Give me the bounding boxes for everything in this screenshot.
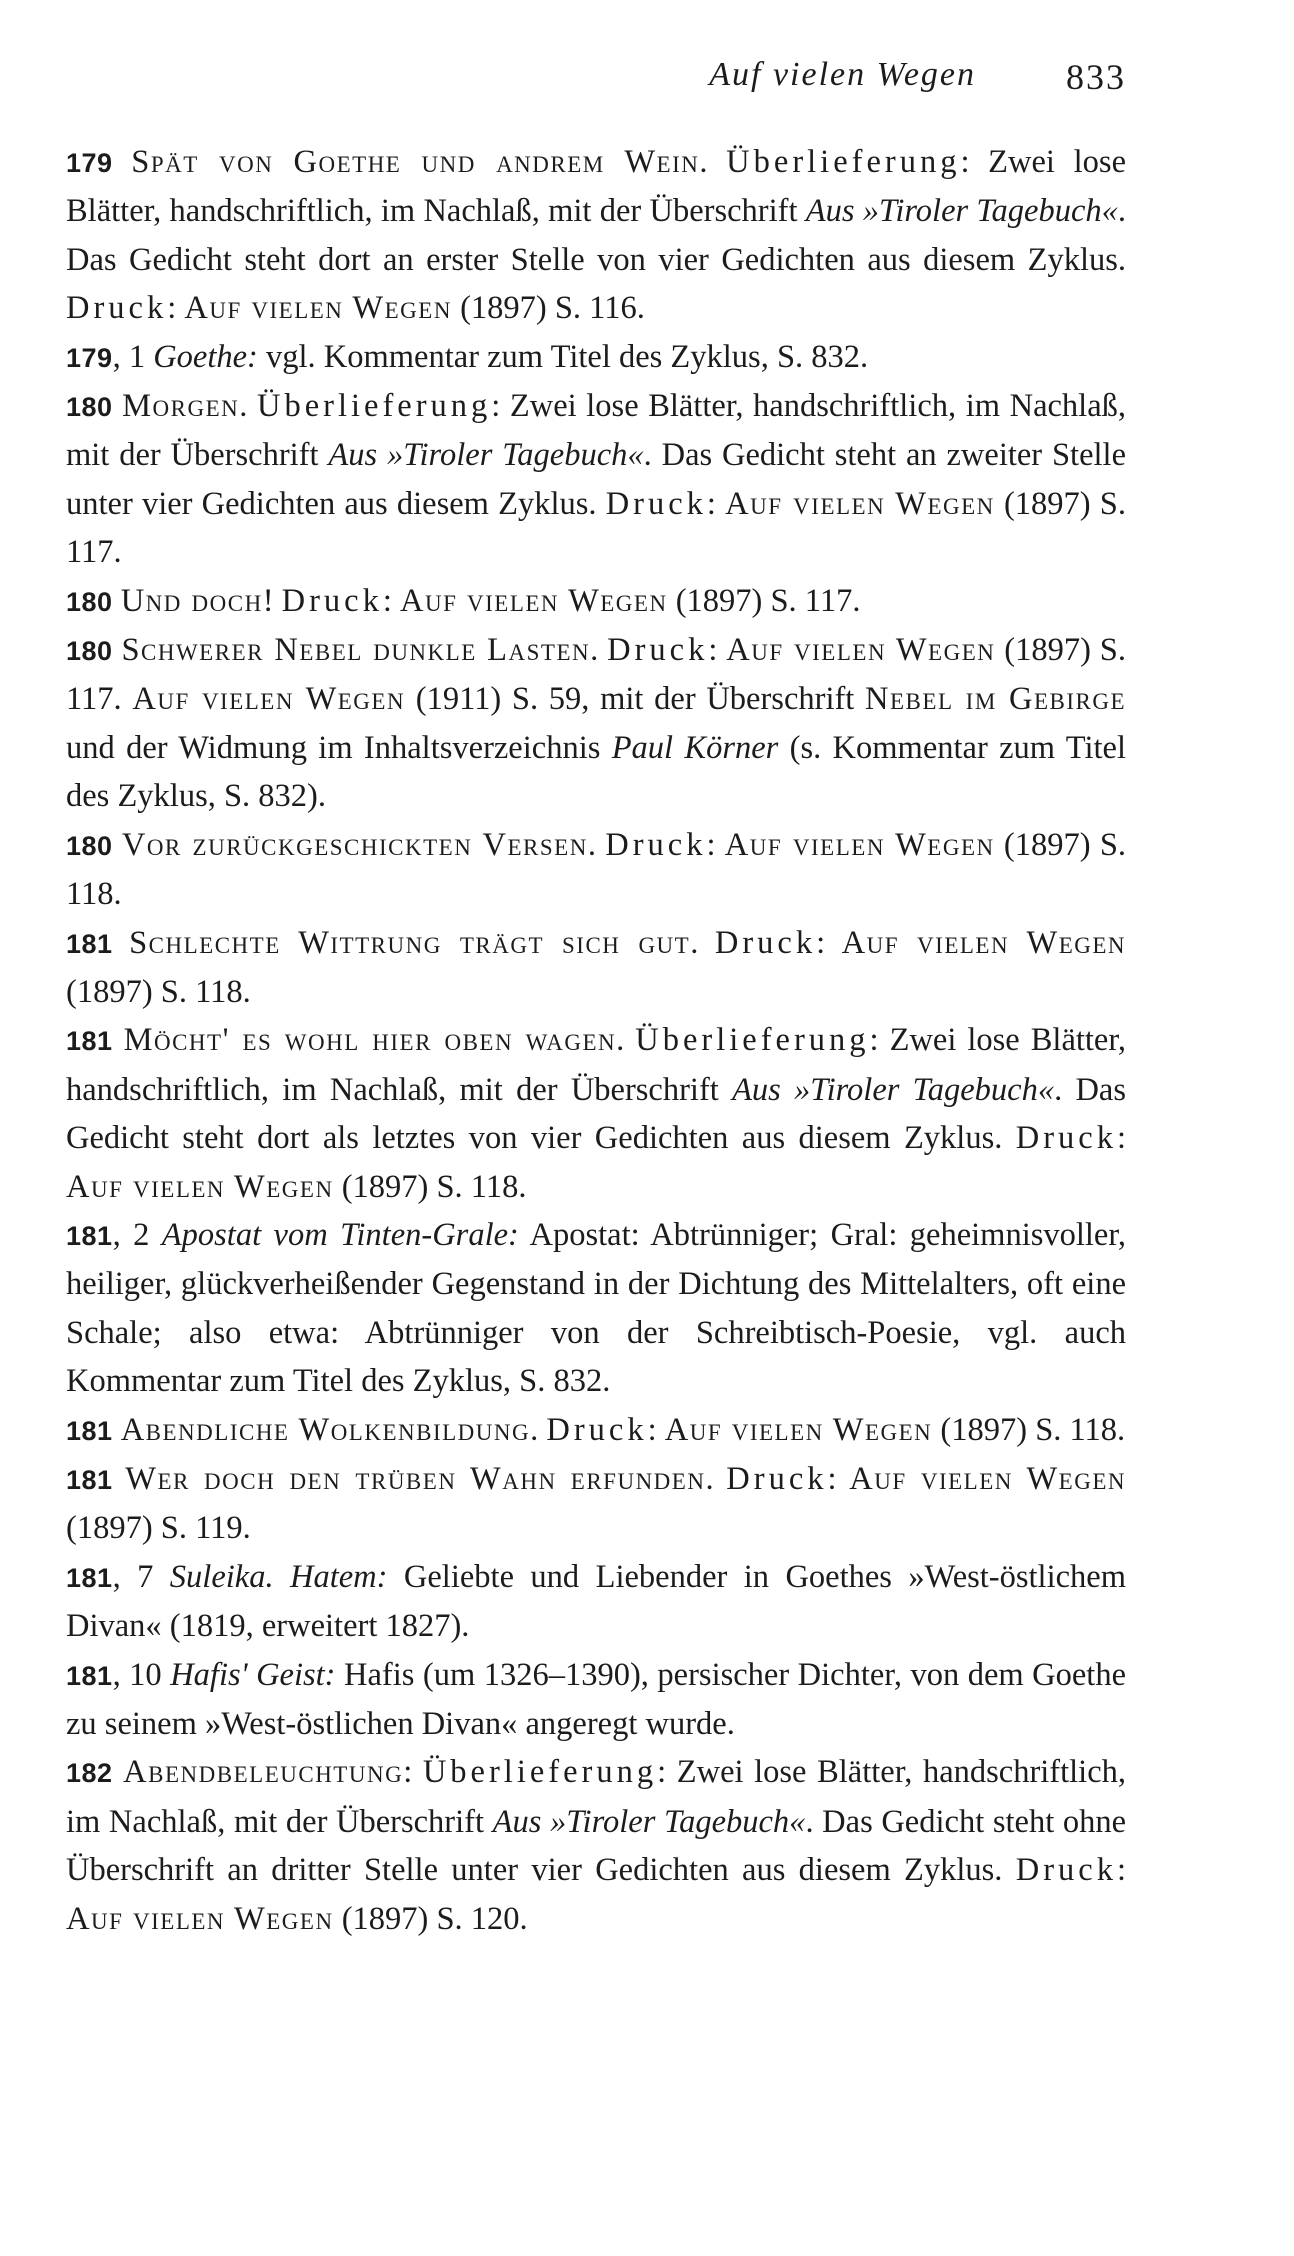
poem-title: Morgen: [122, 388, 240, 425]
page-number: 833: [1066, 57, 1126, 97]
book-title: Auf vielen Wegen: [66, 1168, 334, 1205]
commentary-entry: 181, 2 Apostat vom Tinten-Grale: Apostat: Abtrünniger; Gral: geheimnisvoller, heiliger, glückverheißender Gegenstand in der Dichtung des Mittelalters, oft eine Schale; also etwa: Abtrünniger von der Schreibtisch-Poesie, vgl. auch Kommentar zum Titel des Zyklus, S. 832.: [66, 1216, 1126, 1400]
book-title: Auf vielen Wegen: [132, 681, 406, 718]
poem-title: Schwerer Nebel dunkle Lasten: [121, 632, 591, 669]
label-ueberlieferung: Überlieferung: [422, 1754, 658, 1791]
source-title: Aus »Tiroler Tagebuch«: [805, 193, 1118, 230]
poem-title: Vor zurückgeschickten Versen: [121, 826, 588, 863]
commentary-entry: 181 Wer doch den trüben Wahn erfunden. Druck: Auf vielen Wegen (1897) S. 119.: [66, 1460, 1127, 1547]
source-title: Aus »Tiroler Tagebuch«: [732, 1071, 1055, 1108]
poem-title: Möcht' es wohl hier oben wagen: [123, 1022, 617, 1059]
page-ref: 181: [66, 1220, 113, 1251]
label-druck: Druck: [605, 826, 707, 863]
poem-title: Abendbeleuchtung: [123, 1754, 404, 1791]
label-druck: Druck: [1015, 1852, 1117, 1889]
commentary-entry: 181, 7 Suleika. Hatem: Geliebte und Liebender in Goethes »West-östlichem Divan« (1819, erweitert 1827).: [66, 1558, 1126, 1645]
page-ref: 180: [66, 586, 113, 617]
commentary-entry: 179 Spät von Goethe und andrem Wein. Überlieferung: Zwei lose Blätter, handschriftlich, im Nachlaß, mit der Überschrift Aus »Tiroler Tagebuch«. Das Gedicht steht dort an erster Stelle von vier Gedichten aus diesem Zyklus. Druck: Auf vielen Wegen (1897) S. 116.: [66, 144, 1127, 327]
commentary-entry: 182 Abendbeleuchtung: Überlieferung: Zwei lose Blätter, handschriftlich, im Nachlaß, mit der Überschrift Aus »Tiroler Tagebuch«. Das Gedicht steht ohne Überschrift an dritter Stelle unter vier Gedichten aus diesem Zyklus. Druck: Auf vielen Wegen (1897) S. 120.: [66, 1754, 1127, 1937]
lemma: Suleika. Hatem:: [169, 1558, 388, 1595]
poem-title: Spät von Goethe und andrem Wein: [131, 144, 700, 180]
page-ref: 179: [66, 342, 113, 373]
label-druck: Druck: [66, 290, 168, 327]
page-ref: 181: [66, 1026, 113, 1057]
poem-title: Und doch: [120, 582, 263, 619]
commentary-entry: 180 Morgen. Überlieferung: Zwei lose Blätter, handschriftlich, im Nachlaß, mit der Überschrift Aus »Tiroler Tagebuch«. Das Gedicht steht an zweiter Stelle unter vier Gedichten aus diesem Zyklus. Druck: Auf vielen Wegen (1897) S. 117.: [66, 388, 1127, 571]
book-title: Auf vielen Wegen: [841, 924, 1127, 961]
page-ref: 180: [66, 636, 113, 667]
poem-title: Schlechte Wittrung trägt sich gut: [129, 924, 691, 961]
page-ref: 180: [66, 392, 113, 423]
page-ref: 180: [66, 830, 113, 861]
page-ref: 181: [66, 1415, 113, 1446]
label-druck: Druck: [605, 485, 707, 522]
book-title: Auf vielen Wegen: [724, 826, 995, 863]
book-title: Auf vielen Wegen: [849, 1460, 1127, 1497]
page-ref: 181: [66, 1562, 113, 1593]
label-ueberlieferung: Überlieferung: [726, 144, 961, 180]
book-title: Auf vielen Wegen: [66, 1900, 334, 1937]
page-ref: 181: [66, 1660, 113, 1691]
commentary-entry: 180 Und doch! Druck: Auf vielen Wegen (1897) S. 117.: [66, 582, 861, 619]
label-druck: Druck: [281, 582, 383, 619]
book-title: Auf vielen Wegen: [400, 582, 668, 619]
lemma: Hafis' Geist:: [170, 1656, 336, 1693]
page-ref: 182: [66, 1758, 113, 1789]
source-title: Aus »Tiroler Tagebuch«: [492, 1803, 806, 1840]
commentary-entry: 181 Schlechte Wittrung trägt sich gut. Druck: Auf vielen Wegen (1897) S. 118.: [66, 924, 1127, 1010]
page-ref: 181: [66, 1464, 113, 1495]
label-druck: Druck: [1015, 1120, 1117, 1157]
alt-poem-title: Nebel im Gebirge: [865, 681, 1127, 718]
dedication: Paul Körner: [611, 729, 779, 766]
commentary-entry: 180 Schwerer Nebel dunkle Lasten. Druck: Auf vielen Wegen (1897) S. 117. Auf vielen Wegen (1911) S. 59, mit der Überschrift Nebel im Gebirge und der Widmung im Inhaltsverzeichnis Paul Körner (s. Kommentar zum Titel des Zyklus, S. 832).: [66, 632, 1127, 815]
poem-title: Wer doch den trüben Wahn erfunden: [125, 1460, 706, 1497]
label-ueberlieferung: Überlieferung: [257, 388, 492, 425]
page-ref: 179: [66, 148, 113, 178]
book-title: Auf vielen Wegen: [726, 632, 996, 669]
label-druck: Druck: [726, 1460, 828, 1497]
commentary-entry: 180 Vor zurückgeschickten Versen. Druck: Auf vielen Wegen (1897) S. 118.: [66, 826, 1127, 913]
label-druck: Druck: [546, 1411, 648, 1448]
page-ref: 181: [66, 928, 113, 959]
source-title: Aus »Tiroler Tagebuch«: [328, 437, 644, 474]
lemma: Goethe:: [153, 338, 258, 375]
running-head: [66, 56, 1126, 116]
running-title: Auf vielen Wegen: [709, 56, 976, 93]
commentary-entry: 181, 10 Hafis' Geist: Hafis (um 1326–1390), persischer Dichter, von dem Goethe zu seinem »West-östlichen Divan« angeregt wurde.: [66, 1656, 1126, 1742]
commentary-text: [66, 138, 1126, 1943]
commentary-entry: 179, 1 Goethe: vgl. Kommentar zum Titel des Zyklus, S. 832.: [66, 338, 869, 375]
book-title: Auf vielen Wegen: [664, 1411, 933, 1448]
label-druck: Druck: [714, 924, 817, 961]
commentary-entry: 181 Abendliche Wolkenbildung. Druck: Auf vielen Wegen (1897) S. 118.: [66, 1411, 1126, 1448]
label-ueberlieferung: Überlieferung: [635, 1022, 870, 1059]
label-druck: Druck: [607, 632, 709, 669]
commentary-entry: 181 Möcht' es wohl hier oben wagen. Überlieferung: Zwei lose Blätter, handschriftlich, im Nachlaß, mit der Überschrift Aus »Tiroler Tagebuch«. Das Gedicht steht dort als letztes von vier Gedichten aus diesem Zyklus. Druck: Auf vielen Wegen (1897) S. 118.: [66, 1022, 1127, 1205]
book-title: Auf vielen Wegen: [184, 290, 452, 327]
lemma: Apostat vom Tinten-Grale:: [161, 1216, 519, 1253]
poem-title: Abendliche Wolkenbildung: [120, 1411, 531, 1448]
book-title: Auf vielen Wegen: [725, 485, 995, 522]
